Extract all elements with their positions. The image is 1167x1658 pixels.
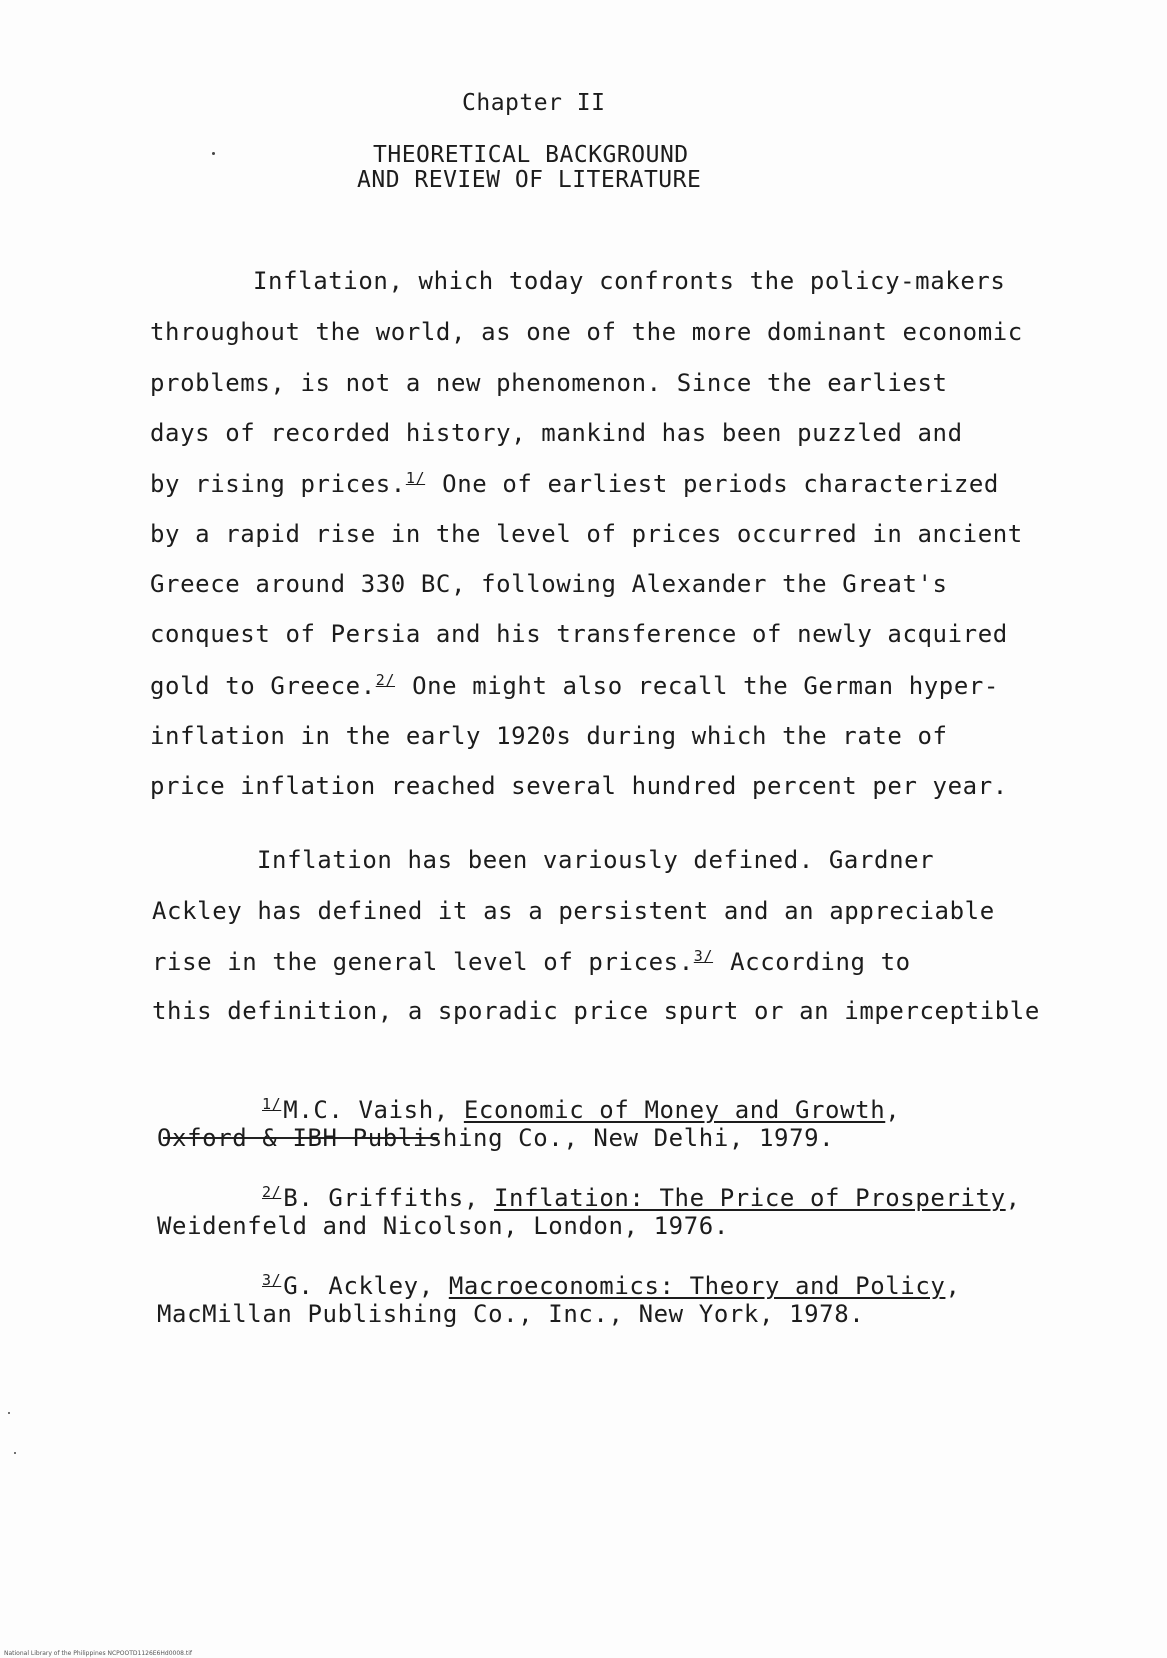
footnote-punct: , — [885, 1096, 901, 1124]
footnote-title: Inflation: The Price of Prosperity — [493, 1184, 1006, 1212]
body-line: Inflation, which today confronts the policy-makers — [253, 267, 1006, 295]
body-text: One might also recall the German hyper- — [397, 672, 999, 700]
footnote-3-line-2: MacMillan Publishing Co., Inc., New York, 1978. — [157, 1300, 865, 1328]
footnote-mark: 2/ — [262, 1183, 282, 1201]
body-line: Ackley has defined it as a persistent and an appreciable — [152, 897, 995, 925]
body-text: One of earliest periods characterized — [427, 470, 999, 498]
body-line — [152, 947, 911, 976]
scan-speck — [14, 1452, 16, 1454]
body-line: by a rapid rise in the level of prices occurred in ancient — [150, 520, 1023, 548]
body-text: gold to Greece. — [150, 672, 376, 700]
body-line: problems, is not a new phenomenon. Since the earliest — [150, 369, 948, 397]
body-line: conquest of Persia and his transference of newly acquired — [150, 620, 1008, 648]
body-line: price inflation reached several hundred percent per year. — [150, 772, 1008, 800]
body-line: days of recorded history, mankind has been puzzled and — [150, 419, 963, 447]
footnote-title: Macroeconomics: Theory and Policy — [448, 1272, 946, 1300]
body-line — [150, 469, 999, 498]
footnote-author: G. Ackley, — [283, 1272, 449, 1300]
footnote-mark: 3/ — [262, 1271, 282, 1289]
body-line: throughout the world, as one of the more dominant economic — [150, 318, 1023, 346]
chapter-heading: Chapter II — [462, 90, 606, 116]
footnote-author: M.C. Vaish, — [283, 1096, 464, 1124]
body-text: rise in the general level of prices. — [152, 948, 694, 976]
body-line: inflation in the early 1920s during which the rate of — [150, 722, 948, 750]
footnote-ref-2: 2/ — [375, 671, 396, 689]
footnote-punct: , — [945, 1272, 961, 1300]
body-line: Greece around 330 BC, following Alexander the Great's — [150, 570, 948, 598]
footnote-punct: , — [1005, 1184, 1021, 1212]
footnote-author: B. Griffiths, — [283, 1184, 494, 1212]
footnote-mark: 1/ — [262, 1095, 282, 1113]
chapter-title-line-1: THEORETICAL BACKGROUND — [373, 142, 689, 168]
footnote-ref-3: 3/ — [693, 947, 714, 965]
footnote-2-line-1 — [262, 1183, 1021, 1212]
scan-speck — [212, 152, 215, 155]
footnote-1-line-1 — [262, 1095, 900, 1124]
scan-speck — [8, 1412, 10, 1414]
body-line: Inflation has been variously defined. Gardner — [257, 846, 935, 874]
footnote-2-line-2: Weidenfeld and Nicolson, London, 1976. — [157, 1212, 729, 1240]
scan-credit: National Library of the Philippines NCPOOTD1126E6Hd0008.tif — [4, 1650, 193, 1657]
chapter-title-line-2: AND REVIEW OF LITERATURE — [357, 167, 702, 193]
body-text: by rising prices. — [150, 470, 406, 498]
footnote-1-line-2: Oxford & IBH Publishing Co., New Delhi, 1979. — [157, 1124, 835, 1152]
body-line — [150, 671, 999, 700]
footnote-ref-1: 1/ — [405, 469, 426, 487]
footnote-3-line-1 — [262, 1271, 961, 1300]
footnote-title: Economic of Money and Growth — [463, 1096, 886, 1124]
body-text: According to — [715, 948, 911, 976]
body-line: this definition, a sporadic price spurt or an imperceptible — [152, 997, 1040, 1025]
